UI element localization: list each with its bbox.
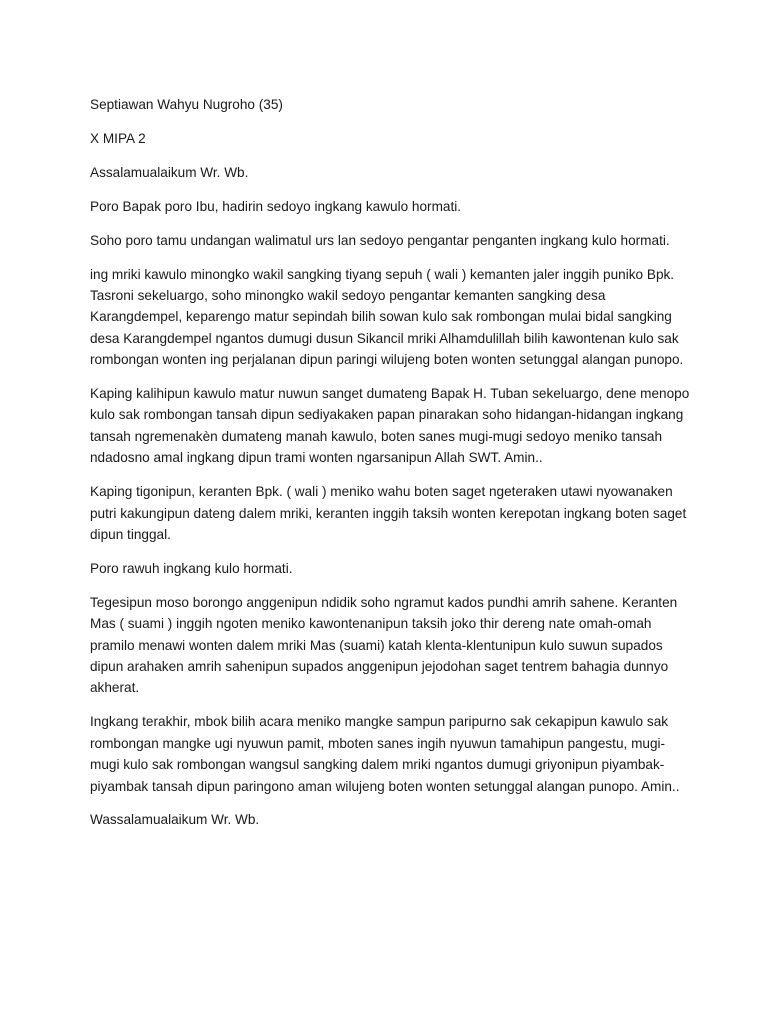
paragraph: Ingkang terakhir, mbok bilih acara meniko mangke sampun paripurno sak cekapipun kawulo sak rombongan mangke ugi nyuwun pamit, mboten sanes ingih nyuwun tamahipun pangestu, mugi-mugi kulo sak rombongan wangsul sangking dalem mriki ngantos dumugi griyonipun piyambak-piyambak tansah dipun paringono aman wilujeng boten wonten setunggal alangan punopo. Amin.. (90, 714, 680, 794)
paragraph: Kaping tigonipun, keranten Bpk. ( wali ) meniko wahu boten saget ngeteraken utawi nyowanaken putri kakungipun dateng dalem mriki, keranten inggih taksih wonten kerepotan ingkang boten saget dipun tinggal. (90, 484, 687, 542)
paragraph: Kaping kalihipun kawulo matur nuwun sanget dumateng Bapak H. Tuban sekeluargo, dene menopo kulo sak rombongan tansah dipun sediyakaken papan pinarakan soho hidangan-hidangan ingkang tansah ngremenakèn dumateng manah kawulo, boten sanes mugi-mugi sedoyo meniko tansah ndadosno amal ingkang dipun trami wonten ngarsanipun Allah SWT. Amin.. (90, 386, 690, 466)
paragraph: Poro Bapak poro Ibu, hadirin sedoyo ingkang kawulo hormati. (90, 198, 462, 214)
paragraph: Poro rawuh ingkang kulo hormati. (90, 560, 293, 576)
author-line: Septiawan Wahyu Nugroho (35) (90, 97, 283, 112)
paragraph: ing mriki kawulo minongko wakil sangking tiyang sepuh ( wali ) kemanten jaler inggih puniko Bpk. Tasroni sekeluargo, soho minongko wakil sedoyo pengantar kemanten sangking desa Karangdempel, keparengo matur sepindah bilih sowan kulo sak rombongan mulai bidal sangking desa Karangdempel ngantos dumugi dusun Sikancil mriki Alhamdulillah bilih kawontenan kulo sak rombongan wonten ing perjalanan dipun paringi wilujeng boten wonten setunggal alangan punopo. (90, 266, 684, 368)
paragraph: Soho poro tamu undangan walimatul urs lan sedoyo pengantar penganten ingkang kulo hormati. (90, 232, 670, 248)
document-body (90, 94, 690, 843)
class-line: X MIPA 2 (90, 130, 146, 146)
greeting: Assalamualaikum Wr. Wb. (90, 164, 249, 180)
paragraph: Tegesipun moso borongo anggenipun ndidik soho ngramut kados pundhi amrih sahene. Keranten Mas ( suami ) inggih ngoten meniko kawontenanipun taksih joko thir dereng nate omah-omah pramilo menawi wonten dalem mriki Mas (suami) katah klenta-klentunipun kulo suwun supados dipun arahaken amrih sahenipun supados anggenipun jejodohan saget tentrem bahagia dunnyo akherat. (90, 594, 678, 696)
closing: Wassalamualaikum Wr. Wb. (90, 812, 260, 828)
